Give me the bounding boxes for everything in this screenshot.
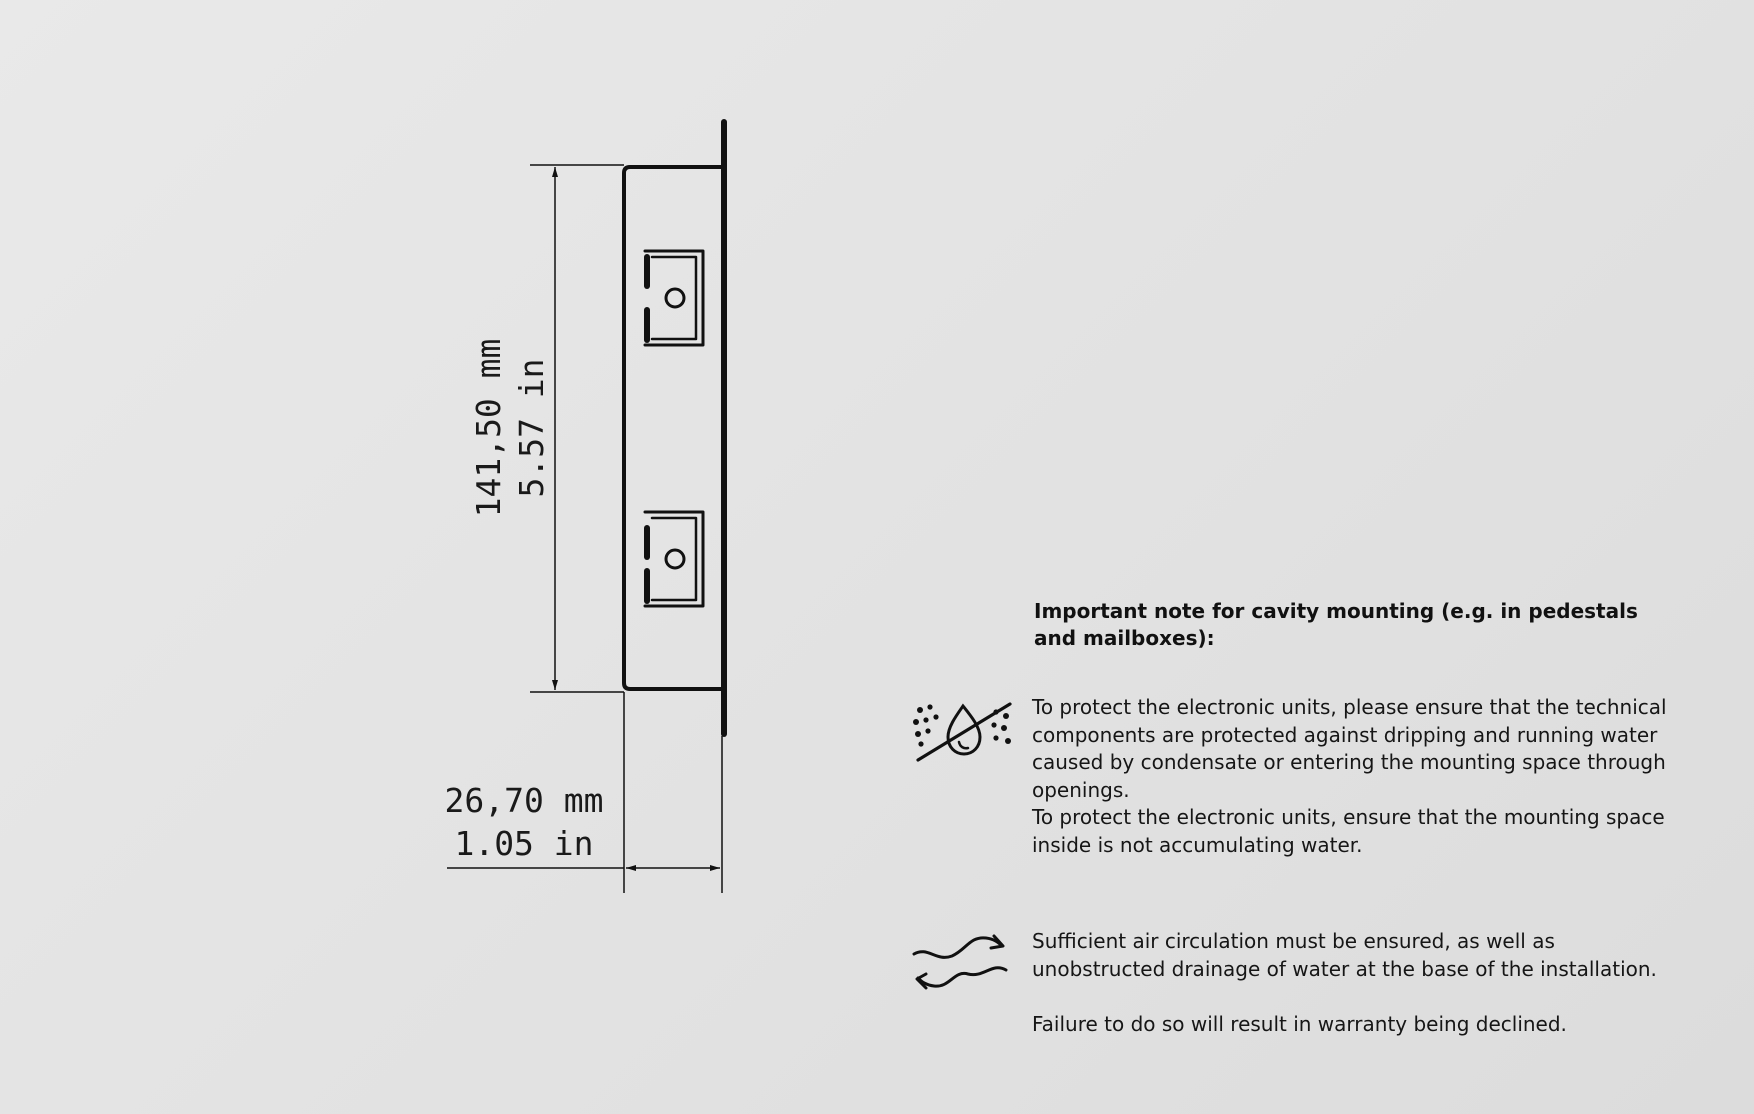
moisture-note-text [1032,694,1672,859]
mounting-clip-lower [645,512,703,606]
depth-mm-label: 26,70 mm [444,781,604,820]
height-in-label: 5.57 in [512,358,551,498]
housing-outline [624,167,724,689]
no-moisture-icon [910,700,1016,768]
moisture-note-line: To protect the electronic units, ensure that the mounting space inside is not accumulating water. [1032,805,1665,857]
air-note-text [1032,928,1672,1038]
air-note-line: Sufficient air circulation must be ensured, as well as unobstructed drainage of water at the base of the installation. [1032,929,1657,981]
device-side-view [624,122,724,734]
height-mm-label: 141,50 mm [469,338,508,518]
moisture-note-line: To protect the electronic units, please ensure that the technical components are protected against dripping and running water caused by condensate or entering the mounting space through openings. [1032,695,1667,802]
notes-heading: Important note for cavity mounting (e.g. in pedestals and mailboxes): [1034,599,1638,650]
mounting-clip-upper [645,251,703,345]
air-circulation-icon [910,930,1010,998]
air-note-line: Failure to do so will result in warranty being declined. [1032,1011,1567,1036]
depth-in-label: 1.05 in [454,824,594,863]
